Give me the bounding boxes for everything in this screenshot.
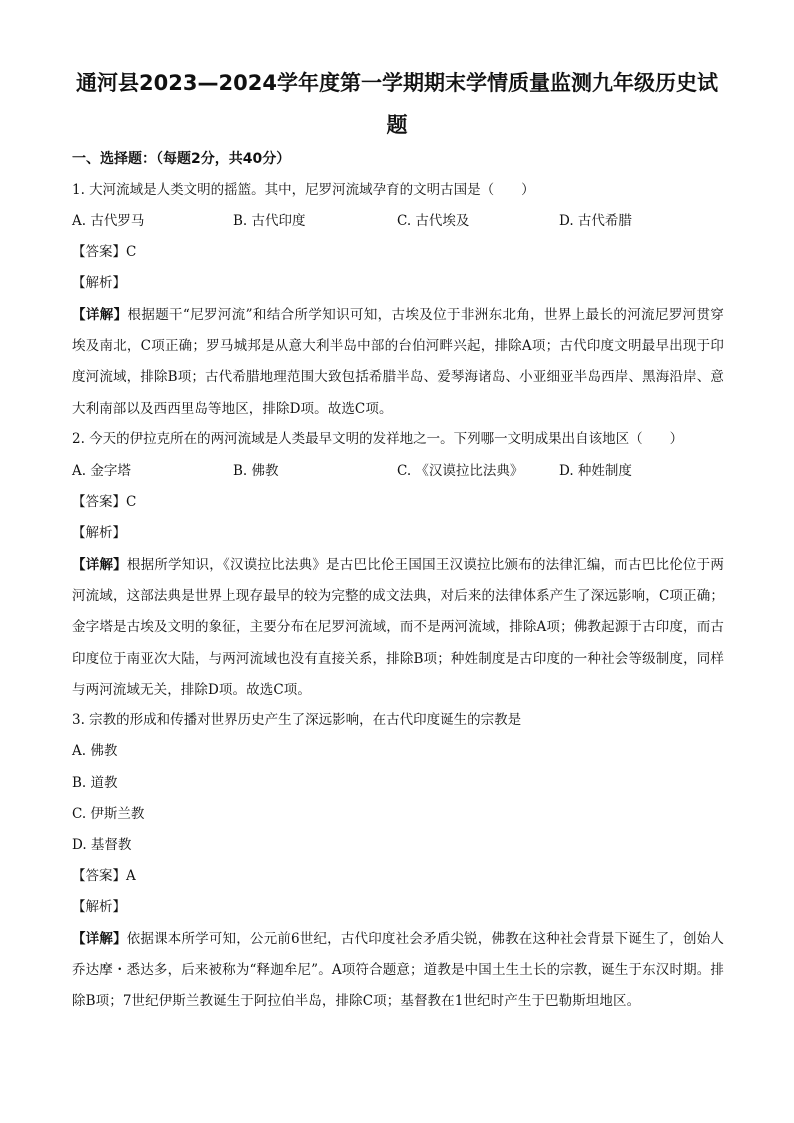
page-title: 通河县2023—2024学年度第一学期期末学情质量监测九年级历史试 — [76, 71, 718, 95]
answer-line — [72, 870, 136, 884]
answer-label: 【答案】 — [72, 868, 126, 884]
detail-paragraph — [72, 924, 724, 1018]
page-title-continued: 题 — [386, 113, 408, 137]
detail-label: 【详解】 — [72, 307, 128, 323]
question-stem-2: 2. 今天的伊拉克所在的两河流域是人类最早文明的发祥地之一。下列哪一文明成果出自该地区（ ） — [72, 431, 684, 447]
option-b: B. 古代印度 — [233, 213, 306, 229]
section-header: 一、选择题：（每题2分，共40分） — [72, 151, 291, 167]
option-a: A. 佛教 — [72, 743, 118, 759]
question-stem-1: 1. 大河流域是人类文明的摇篮。其中，尼罗河流域孕育的文明古国是（ ） — [72, 182, 535, 198]
answer-line — [72, 496, 136, 510]
answer-value: C — [126, 494, 137, 510]
question-stem-3: 3. 宗教的形成和传播对世界历史产生了深远影响，在古代印度诞生的宗教是 — [72, 712, 522, 728]
answer-value: C — [126, 244, 137, 260]
detail-text: 根据题干“尼罗河流”和结合所学知识可知，古埃及位于非洲东北角，世界上最长的河流尼罗河贯穿埃及南北，C项正确；罗马城邦是从意大利半岛中部的台伯河畔兴起，排除A项；古代印度文明最早出现于印度河流域，排除B项；古代希腊地理范围大致包括希腊半岛、爱琴海诸岛、小亚细亚半岛西岸、黑海沿岸、意大利南部以及西西里岛等地区，排除D项。故选C项。 — [72, 307, 725, 417]
option-d: D. 种姓制度 — [559, 463, 632, 479]
option-c: C. 《汉谟拉比法典》 — [397, 463, 524, 479]
option-d: D. 古代希腊 — [559, 213, 632, 229]
analysis-label: 【解析】 — [72, 525, 126, 541]
detail-text: 根据所学知识，《汉谟拉比法典》是古巴比伦王国国王汉谟拉比颁布的法律汇编，而古巴比伦位于两河流域，这部法典是世界上现存最早的较为完整的成文法典，对后来的法律体系产生了深远影响，C项正确；金字塔是古埃及文明的象征，主要分布在尼罗河流域，而不是两河流域，排除A项；佛教起源于古印度，而古印度位于南亚次大陆，与两河流域也没有直接关系，排除B项；种姓制度是古印度的一种社会等级制度，同样与两河流域无关，排除D项。故选C项。 — [72, 557, 724, 698]
answer-label: 【答案】 — [72, 494, 126, 510]
option-c: C. 伊斯兰教 — [72, 806, 145, 822]
option-a: A. 古代罗马 — [72, 213, 145, 229]
option-d: D. 基督教 — [72, 837, 132, 853]
analysis-label: 【解析】 — [72, 275, 126, 291]
option-b: B. 佛教 — [233, 463, 279, 479]
answer-value: A — [126, 868, 136, 884]
detail-paragraph — [72, 300, 724, 425]
option-b: B. 道教 — [72, 775, 118, 791]
detail-text: 依据课本所学可知，公元前6世纪，古代印度社会矛盾尖锐，佛教在这种社会背景下诞生了，创始人乔达摩・悉达多，后来被称为“释迦牟尼”。A项符合题意；道教是中国土生土长的宗教，诞生于东汉时期。排除B项；7世纪伊斯兰教诞生于阿拉伯半岛，排除C项；基督教在1世纪时产生于巴勒斯坦地区。 — [72, 931, 724, 1010]
detail-label: 【详解】 — [72, 557, 127, 573]
detail-paragraph — [72, 550, 724, 707]
answer-label: 【答案】 — [72, 244, 126, 260]
option-a: A. 金字塔 — [72, 463, 131, 479]
analysis-label: 【解析】 — [72, 899, 126, 915]
detail-label: 【详解】 — [72, 931, 127, 947]
option-c: C. 古代埃及 — [397, 213, 470, 229]
answer-line — [72, 246, 136, 260]
